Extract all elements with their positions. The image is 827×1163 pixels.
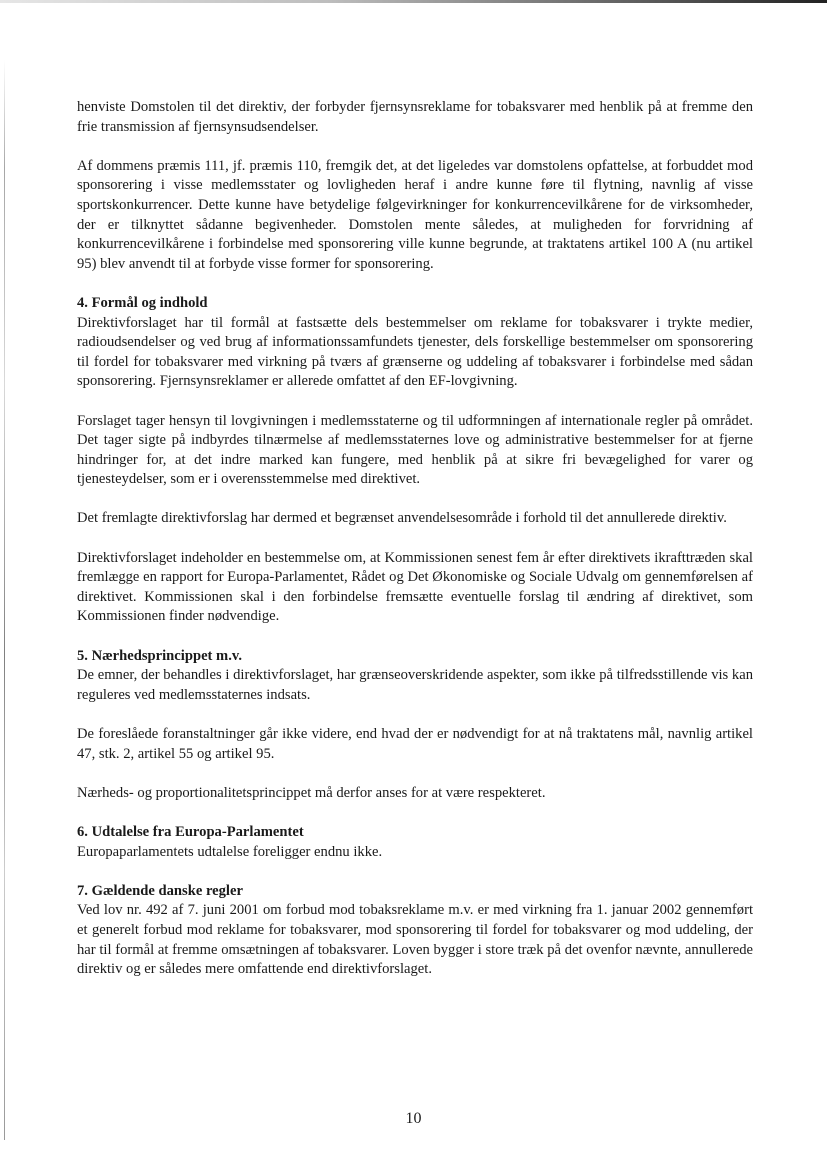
section-4-paragraph-2: Forslaget tager hensyn til lovgivningen i medlemsstaterne og til udformningen af internationale regler på området. Det tager sigte på indbyrdes tilnærmelse af medlemsstaternes love og administrative bestemmelser for at fjerne hindringer for, at det indre marked kan fungere, med henblik på at sikre fri bevægelighed for varer og tjenesteydelser, som er i overensstemmelse med direktivet.	[77, 412, 753, 488]
section-5-heading: 5. Nærhedsprincippet m.v.	[77, 647, 242, 664]
section-6-heading: 6. Udtalelse fra Europa-Parlamentet	[77, 823, 304, 840]
intro-paragraph-1: henviste Domstolen til det direktiv, der forbyder fjernsynsreklame for tobaksvarer med henblik på at fremme den frie transmission af fjernsynsudsendelser.	[77, 99, 753, 135]
scan-edge-top	[0, 0, 827, 3]
section-7-paragraph-1: Ved lov nr. 492 af 7. juni 2001 om forbud mod tobaksreklame m.v. er med virkning fra 1. januar 2002 gennemført et generelt forbud mod reklame for tobaksvarer, mod sponsorering til fordel for tobaksvarer og mod uddeling, der har til formål at fremme omsætningen af tobaksvarer. Loven bygger i store træk på det ovenfor nævnte, annullerede direktiv og er således mere omfattende end direktivforslaget.	[77, 902, 753, 978]
document-body	[77, 98, 753, 980]
section-7-heading: 7. Gældende danske regler	[77, 882, 243, 899]
section-4-paragraph-3: Det fremlagte direktivforslag har dermed et begrænset anvendelsesområde i forhold til det annullerede direktiv.	[77, 510, 727, 527]
section-5-paragraph-2: De foreslåede foranstaltninger går ikke videre, end hvad der er nødvendigt for at nå traktatens mål, navnlig artikel 47, stk. 2, artikel 55 og artikel 95.	[77, 726, 753, 762]
section-4-paragraph-1: Direktivforslaget har til formål at fastsætte dels bestemmelser om reklame for tobaksvarer i trykte medier, radioudsendelser og ved brug af informationssamfundets tjenester, dels forskellige bestemmelser om sponsorering til fordel for tobaksvarer med virkning på tværs af grænserne og uddeling af tobaksvarer i forbindelse med sådan sponsorering. Fjernsynsreklamer er allerede omfattet af den EF-lovgivning.	[77, 314, 753, 390]
scan-edge-left	[4, 60, 5, 1140]
section-4-heading: 4. Formål og indhold	[77, 294, 208, 311]
section-5-paragraph-1: De emner, der behandles i direktivforslaget, har grænseoverskridende aspekter, som ikke på tilfredsstillende vis kan reguleres ved medlemsstaternes indsats.	[77, 667, 753, 703]
section-6-paragraph-1: Europaparlamentets udtalelse foreligger endnu ikke.	[77, 843, 383, 860]
intro-paragraph-2: Af dommens præmis 111, jf. præmis 110, fremgik det, at det ligeledes var domstolens opfattelse, at forbuddet mod sponsorering i visse medlemsstater og lovligheden heraf i andre kunne føre til flytning, navnlig af visse sportskonkurrencer. Dette kunne have betydelige følgevirkninger for konkurrencevilkårene for de virksomheder, der er tilknyttet sådanne begivenheder. Domstolen mente således, at muligheden for forvridning af konkurrencevilkårene i forbindelse med sponsorering ville kunne begrunde, at traktatens artikel 100 A (nu artikel 95) blev anvendt til at forbyde visse former for sponsorering.	[77, 157, 753, 272]
section-4-paragraph-4: Direktivforslaget indeholder en bestemmelse om, at Kommissionen senest fem år efter direktivets ikrafttræden skal fremlægge en rapport for Europa-Parlamentet, Rådet og Det Økonomiske og Sociale Udvalg om gennemførelsen af direktivet. Kommissionen skal i den forbindelse fremsætte eventuelle forslag til ændring af direktivet, som Kommissionen finder nødvendige.	[77, 549, 753, 625]
page-number: 10	[405, 1110, 422, 1127]
section-5-paragraph-3: Nærheds- og proportionalitetsprincippet må derfor anses for at være respekteret.	[77, 784, 546, 801]
